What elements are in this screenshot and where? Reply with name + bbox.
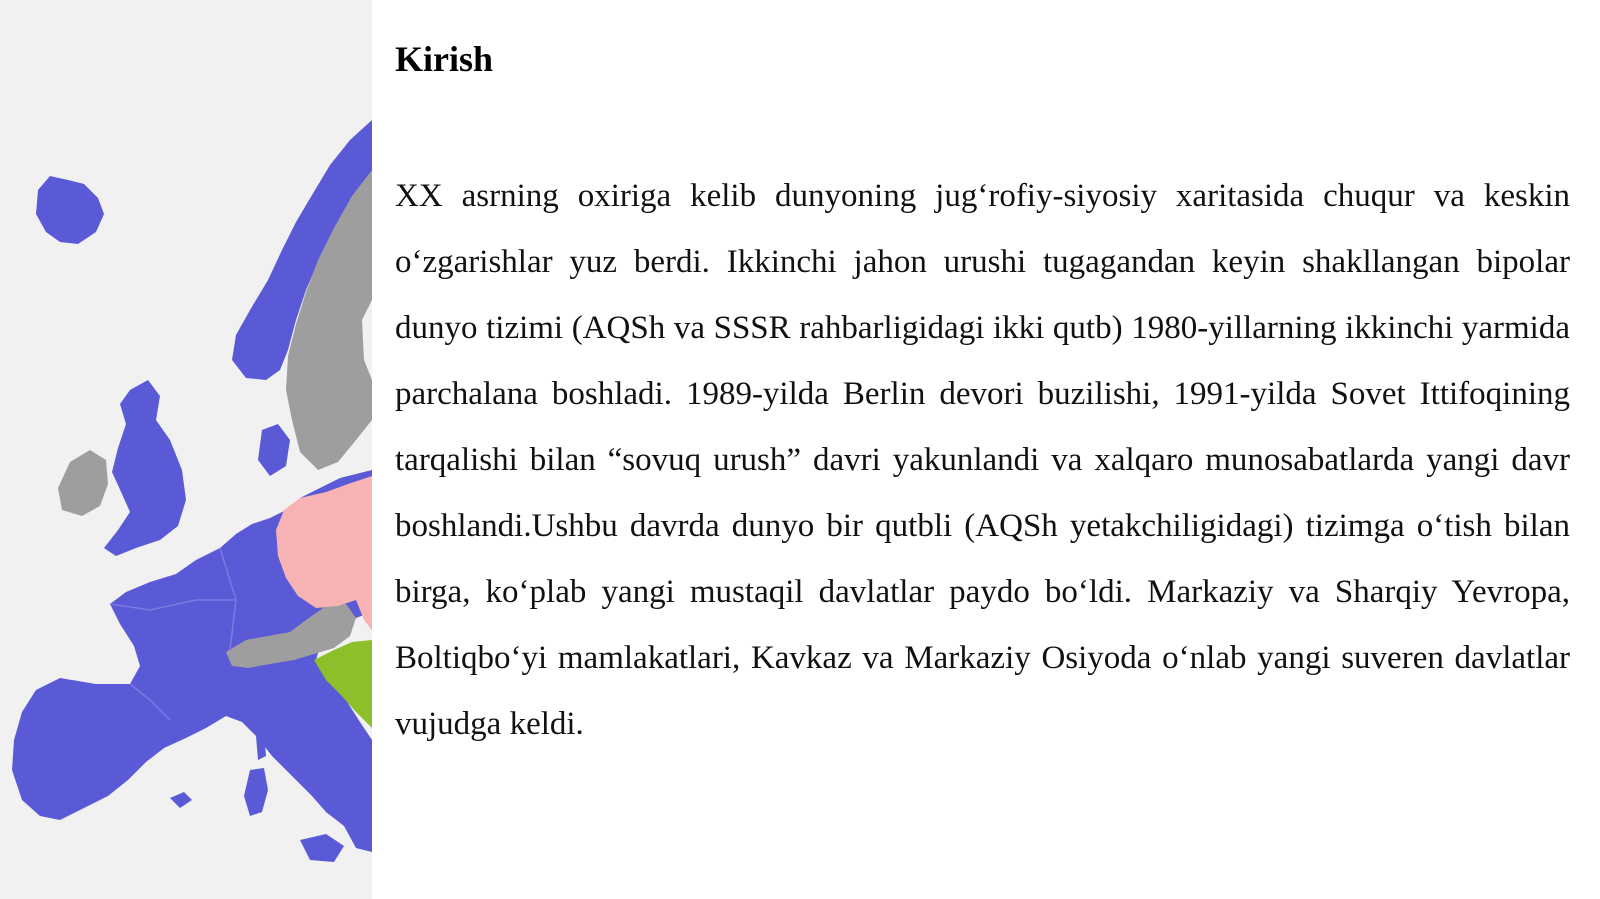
slide-title: Kirish xyxy=(395,39,494,79)
map-region-britain xyxy=(104,380,186,556)
map-region-balearic xyxy=(170,792,192,808)
map-region-sardinia xyxy=(244,768,268,816)
europe-map-graphic xyxy=(0,0,372,899)
map-region-denmark xyxy=(258,424,290,476)
europe-map xyxy=(0,0,372,899)
content-area xyxy=(395,0,1570,899)
slide-body-text: XX asrning oxiriga kelib dunyoning jug‘rofiy-siyosiy xaritasida chuqur va keskin o‘zgarishlar yuz berdi. Ikkinchi jahon urushi tugagandan keyin shakllangan bipolar dunyo tizimi (AQSh va SSSR rahbarligidagi ikki qutb) 1980-yillarning ikkinchi yarmida parchalana boshladi. 1989-yilda Berlin devori buzilishi, 1991-yilda Sovet Ittifoqining tarqalishi bilan “sovuq urush” davri yakunlandi va xalqaro munosabatlarda yangi davr boshlandi.Ushbu davrda dunyo bir qutbli (AQSh yetakchiligidagi) tizimga o‘tish bilan birga, ko‘plab yangi mustaqil davlatlar paydo bo‘ldi. Markaziy va Sharqiy Yevropa, Boltiqbo‘yi mamlakatlari, Kavkaz va Markaziy Osiyoda o‘nlab yangi suveren davlatlar vujudga keldi. xyxy=(395,178,1570,742)
map-region-sicily xyxy=(300,834,344,862)
map-region-ireland xyxy=(58,450,108,516)
map-region-iceland xyxy=(36,176,104,244)
